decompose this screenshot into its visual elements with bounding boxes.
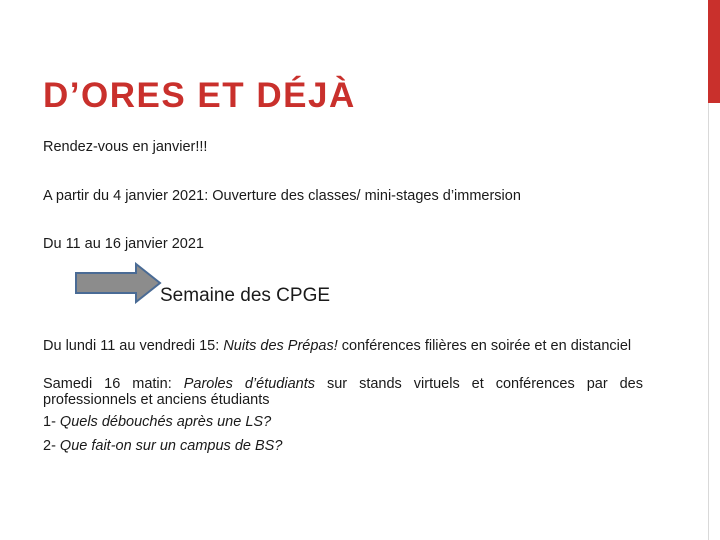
nuits-title: Nuits des Prépas!	[223, 338, 338, 354]
accent-bar	[708, 0, 720, 103]
nuits-paragraph	[43, 338, 643, 354]
nuits-prefix: Du lundi 11 au vendredi 15:	[43, 338, 224, 354]
paroles-title: Paroles d’étudiants	[183, 376, 315, 392]
question-1-text: Quels débouchés après une LS?	[59, 414, 272, 430]
question-2-number: 2-	[43, 438, 60, 454]
side-rule	[708, 103, 709, 540]
partir-text: A partir du 4 janvier 2021: Ouverture des classes/ mini-stages d’immersion	[43, 188, 521, 204]
cpge-text: Semaine des CPGE	[160, 285, 331, 306]
nuits-suffix: conférences filières en soirée et en distanciel	[337, 338, 632, 354]
slide-title: D’ORES ET DÉJÀ	[43, 76, 356, 115]
question-1	[43, 414, 271, 430]
question-1-number: 1-	[43, 414, 60, 430]
paroles-prefix: Samedi 16 matin:	[43, 376, 184, 392]
dates-text: Du 11 au 16 janvier 2021	[43, 236, 204, 252]
paroles-paragraph	[43, 376, 643, 408]
rdv-text: Rendez-vous en janvier!!!	[43, 139, 208, 155]
paroles-suffix: sur stands virtuels et conférences par des professionnels et anciens étudiants	[43, 376, 643, 408]
question-2	[43, 438, 282, 454]
right-arrow-icon	[74, 262, 164, 304]
question-2-text: Que fait-on sur un campus de BS?	[59, 438, 283, 454]
